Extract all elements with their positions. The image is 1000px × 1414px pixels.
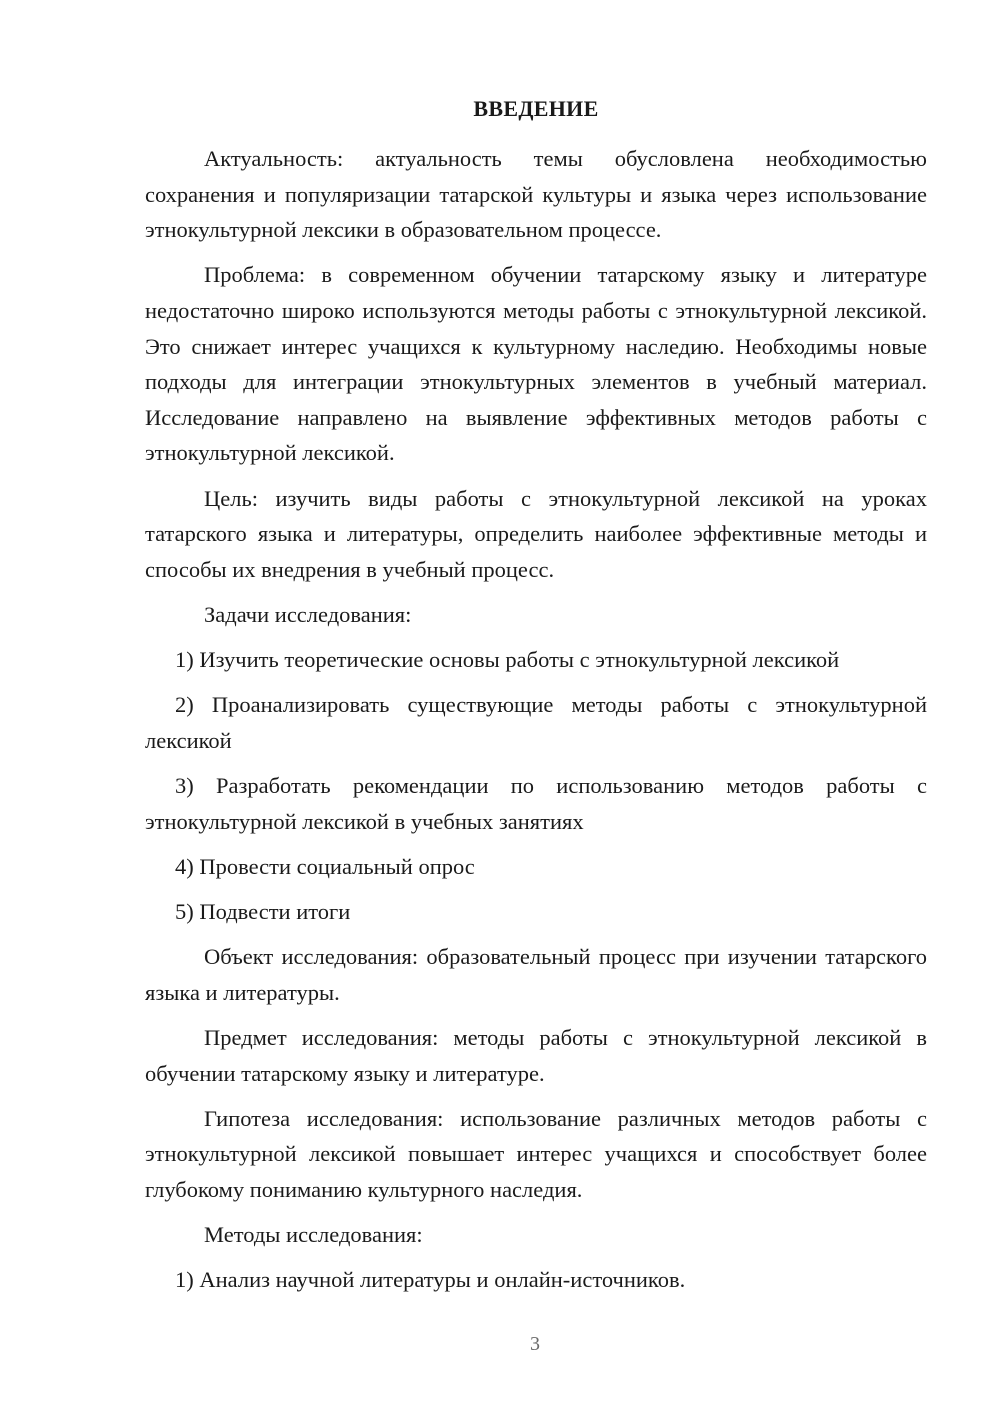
paragraph-relevance: Актуальность: актуальность темы обусловлена необходимостью сохранения и популяризации татарской культуры и языка через использование этнокультурной лексики в образовательном процессе. bbox=[145, 146, 927, 243]
list-item-task-5: 5) Подвести итоги bbox=[175, 899, 351, 925]
body-text bbox=[145, 141, 927, 1298]
list-item-task-1: 1) Изучить теоретические основы работы с этнокультурной лексикой bbox=[175, 647, 840, 673]
list-item-task-3: 3) Разработать рекомендации по использованию методов работы с этнокультурной лексикой в учебных занятиях bbox=[145, 773, 927, 834]
paragraph-hypothesis: Гипотеза исследования: использование различных методов работы с этнокультурной лексикой повышает интерес учащихся и способствует более глубокому пониманию культурного наследия. bbox=[145, 1105, 927, 1202]
list-item-task-2: 2) Проанализировать существующие методы работы с этнокультурной лексикой bbox=[145, 692, 927, 753]
paragraph-problem: Проблема: в современном обучении татарскому языку и литературе недостаточно широко используются методы работы с этнокультурной лексикой. Это снижает интерес учащихся к культурному наследию. Необходимы новые подходы для интеграции этнокультурных элементов в учебный материал. Исследование направлено на выявление эффективных методов работы с этнокультурной лексикой. bbox=[145, 262, 927, 466]
list-item-method-1: 1) Анализ научной литературы и онлайн-источников. bbox=[175, 1267, 686, 1293]
page-number: 3 bbox=[530, 1333, 540, 1355]
section-title: ВВЕДЕНИЕ bbox=[473, 96, 599, 121]
paragraph-methods-heading: Методы исследования: bbox=[204, 1222, 423, 1248]
paragraph-object: Объект исследования: образовательный процесс при изучении татарского языка и литературы. bbox=[145, 944, 927, 1005]
list-item-task-4: 4) Провести социальный опрос bbox=[175, 853, 475, 879]
paragraph-tasks-heading: Задачи исследования: bbox=[204, 601, 412, 627]
paragraph-subject: Предмет исследования: методы работы с этнокультурной лексикой в обучении татарскому языку и литературе. bbox=[145, 1025, 927, 1086]
paragraph-goal: Цель: изучить виды работы с этнокультурной лексикой на уроках татарского языка и литературы, определить наиболее эффективные методы и способы их внедрения в учебный процесс. bbox=[145, 485, 927, 582]
